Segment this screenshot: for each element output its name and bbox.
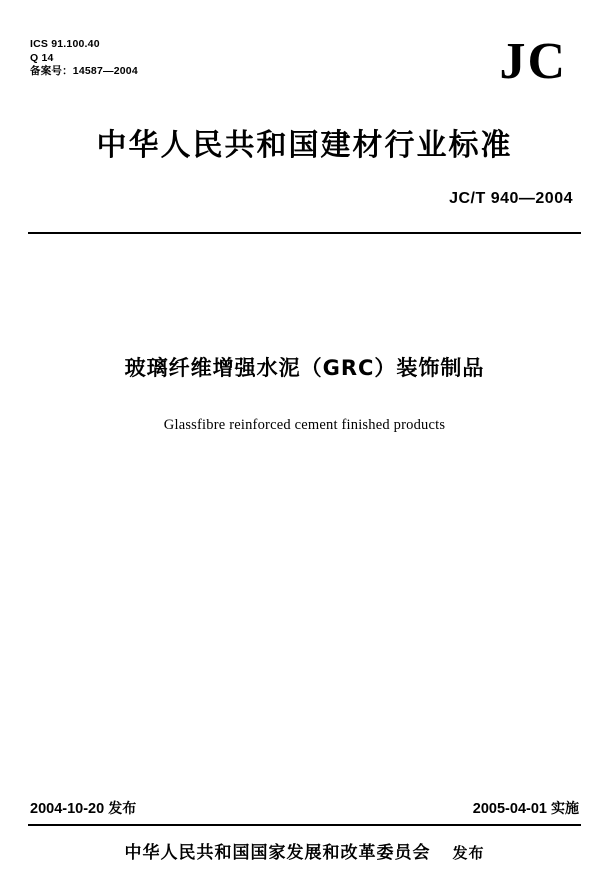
cover-header — [30, 33, 579, 102]
jc-logo: JC — [499, 33, 567, 90]
effective-date: 2005-04-01 — [472, 801, 547, 817]
record-number: 备案号：14587—2004 — [30, 65, 138, 77]
authority-title: 中华人民共和国建材行业标准 — [96, 128, 513, 163]
issue-date-label: 发布 — [108, 801, 137, 817]
document-title-en: Glassfibre reinforced cement finished products — [163, 417, 446, 433]
issuer-issue-word: 发布 — [452, 844, 485, 862]
ics-info-block — [30, 38, 138, 79]
header-divider — [28, 232, 581, 234]
footer-divider — [28, 824, 581, 826]
document-title-cn: 玻璃纤维增强水泥（GRC）装饰制品 — [124, 356, 485, 380]
issuer-name: 中华人民共和国国家发展和改革委员会 — [124, 843, 431, 863]
date-row — [30, 798, 579, 818]
effective-date-label: 实施 — [551, 801, 579, 817]
standard-number: JC/T 940—2004 — [449, 190, 573, 207]
classification-code: Q 14 — [30, 51, 54, 64]
issuer-block — [0, 838, 609, 863]
issue-date-block — [30, 798, 136, 818]
issue-date: 2004-10-20 — [30, 801, 105, 817]
ics-code: ICS 91.100.40 — [30, 38, 100, 50]
effective-date-block — [473, 798, 579, 818]
